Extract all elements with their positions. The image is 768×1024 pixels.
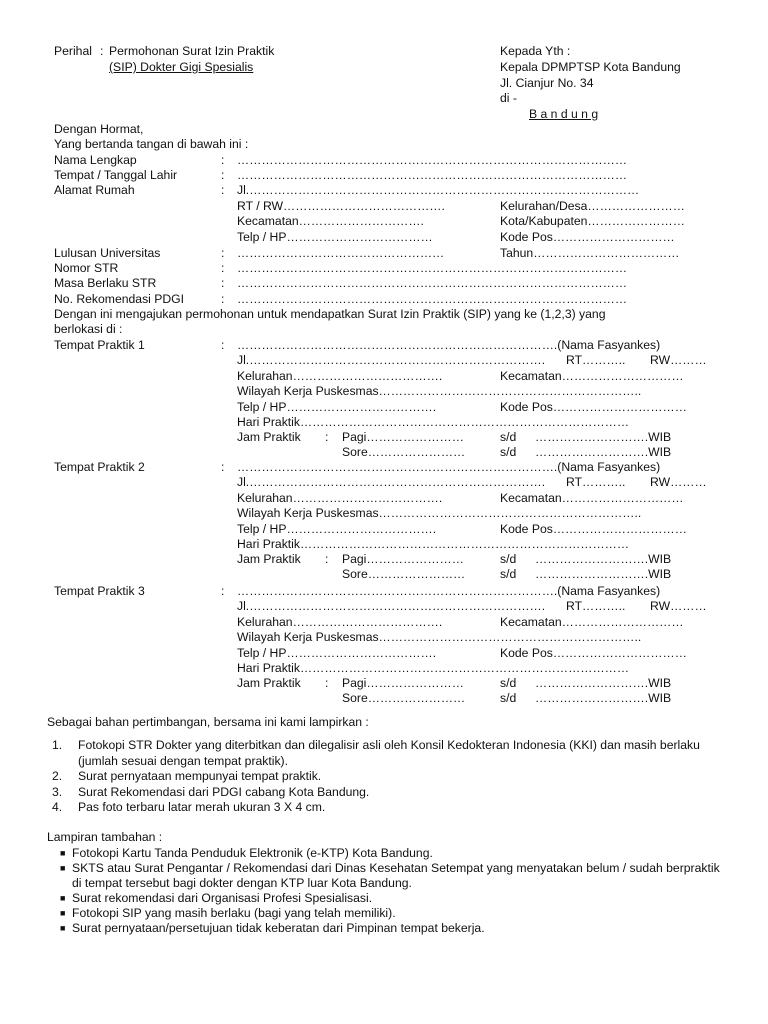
item-text: Fotokopi SIP yang masih berlaku (bagi yang telah memiliki). [72,906,396,920]
jam-label: Jam Praktik [237,430,301,444]
colon: : [221,168,225,182]
perihal-label: Perihal [54,44,92,58]
colon: : [325,552,329,566]
field-nama[interactable]: …………………………………………………………………………………… [237,153,627,167]
bullet-icon: ■ [60,908,66,918]
label-lulusan: Lulusan Universitas [54,246,161,260]
colon: : [221,292,225,306]
jam-label: Jam Praktik [237,552,301,566]
praktik-label: Tempat Praktik 1 [54,338,145,352]
colon: : [221,460,225,474]
field-wilayah[interactable]: Wilayah Kerja Puskesmas……………………………………………………….. [237,384,642,398]
item-number: 1. [52,738,63,752]
colon: : [325,676,329,690]
label-nama: Nama Lengkap [54,153,137,167]
field-jl[interactable]: Jl.………………………………………………………………. [237,475,546,489]
bullet-icon: ■ [60,848,66,858]
tambahan-list [52,846,732,936]
request-line2: berlokasi di : [54,322,123,336]
field-pagi-end[interactable]: ……………………….WIB [535,676,672,690]
field-alamat-jl[interactable]: Jl.…………………………………………………………………………………… [237,183,640,197]
field-pdgi[interactable]: …………………………………………………………………………………… [237,292,627,306]
field-rw[interactable]: RW……… [650,353,707,367]
item-number: 4. [52,800,63,814]
lampiran-intro: Sebagai bahan pertimbangan, bersama ini kami lampirkan : [47,715,369,729]
colon: : [221,276,225,290]
sd-label: s/d [500,430,517,444]
field-kecamatan[interactable]: Kecamatan…………………………. [237,214,424,228]
field-nama-fasyankes[interactable]: …………………………………………………………………….(Nama Fasyankes) [237,460,661,474]
field-kodepos[interactable]: Kode Pos………………………… [500,230,675,244]
jam-label: Jam Praktik [237,676,301,690]
field-pagi[interactable]: Pagi…………………… [342,552,464,566]
field-sore[interactable]: Sore…………………… [342,445,466,459]
field-wilayah[interactable]: Wilayah Kerja Puskesmas……………………………………………………….. [237,630,642,644]
field-hari[interactable]: Hari Praktik……………………………………………………………………… [237,661,630,675]
field-kota[interactable]: Kota/Kabupaten…………………… [500,214,685,228]
field-kodepos[interactable]: Kode Pos…………………………… [500,646,687,660]
tambahan-item [52,891,732,906]
item-text: Fotokopi Kartu Tanda Penduduk Elektronik (e-KTP) Kota Bandung. [72,846,433,860]
field-rw[interactable]: RW……… [650,599,707,613]
field-ttl[interactable]: …………………………………………………………………………………… [237,168,627,182]
field-telp[interactable]: Telp / HP………………………………. [237,646,437,660]
praktik-label: Tempat Praktik 3 [54,584,145,598]
lampiran-item [52,769,724,785]
field-sore-end[interactable]: ……………………….WIB [535,567,672,581]
colon: : [221,584,225,598]
item-number: 2. [52,769,63,783]
item-text: SKTS atau Surat Pengantar / Rekomendasi dari Dinas Kesehatan Setempat yang menyatakan belum / sudah berpraktik di tempat tersebut bagi dokter dengan KTP luar Kota Bandung. [72,861,720,890]
tambahan-item [52,861,732,891]
field-sore-end[interactable]: ……………………….WIB [535,445,672,459]
colon: : [221,338,225,352]
field-sore-end[interactable]: ……………………….WIB [535,691,672,705]
colon: : [221,153,225,167]
field-rw[interactable]: RW……… [650,475,707,489]
kepada-line2: Kepala DPMPTSP Kota Bandung [500,60,681,74]
field-kelurahan[interactable]: Kelurahan………………………………. [237,615,443,629]
colon: : [221,246,225,260]
field-telp[interactable]: Telp / HP……………………………… [237,230,433,244]
label-masa-str: Masa Berlaku STR [54,276,157,290]
field-wilayah[interactable]: Wilayah Kerja Puskesmas……………………………………………………….. [237,506,642,520]
field-kelurahan[interactable]: Kelurahan………………………………. [237,491,443,505]
item-text: Pas foto terbaru latar merah ukuran 3 X 4 cm. [78,800,326,814]
salam: Dengan Hormat, [54,122,144,136]
tambahan-item [52,906,732,921]
tambahan-title: Lampiran tambahan : [47,830,163,844]
sd-label: s/d [500,445,517,459]
kota-tujuan: B a n d u n g [529,107,599,121]
perihal-line2: (SIP) Dokter Gigi Spesialis [109,60,254,74]
field-kecamatan[interactable]: Kecamatan………………………… [500,615,684,629]
praktik-label: Tempat Praktik 2 [54,460,145,474]
field-kecamatan[interactable]: Kecamatan………………………… [500,491,684,505]
bullet-icon: ■ [60,923,66,933]
field-kelurahan[interactable]: Kelurahan/Desa…………………… [500,199,685,213]
item-text: Surat pernyataan/persetujuan tidak keberatan dari Pimpinan tempat bekerja. [72,921,485,935]
kepada-line3: Jl. Cianjur No. 34 [500,76,594,90]
field-rt-rw[interactable]: RT / RW…………………………………. [237,199,445,213]
item-text: Surat rekomendasi dari Organisasi Profesi Spesialisasi. [72,891,373,905]
sd-label: s/d [500,552,517,566]
field-sore[interactable]: Sore…………………… [342,691,466,705]
field-tahun[interactable]: Tahun……………………………… [500,246,680,260]
tambahan-item [52,846,732,861]
intro-line: Yang bertanda tangan di bawah ini : [54,137,249,151]
field-kodepos[interactable]: Kode Pos…………………………… [500,400,687,414]
perihal-colon: : [100,44,104,58]
field-nama-fasyankes[interactable]: …………………………………………………………………….(Nama Fasyankes) [237,338,661,352]
field-kelurahan[interactable]: Kelurahan………………………………. [237,369,443,383]
colon: : [221,183,225,197]
field-jl[interactable]: Jl.………………………………………………………………. [237,353,546,367]
tambahan-item [52,921,732,936]
lampiran-item [52,800,724,816]
sd-label: s/d [500,676,517,690]
field-telp[interactable]: Telp / HP………………………………. [237,522,437,536]
field-rt[interactable]: RT……….. [566,599,626,613]
item-text: Fotokopi STR Dokter yang diterbitkan dan dilegalisir asli oleh Konsil Kedokteran Indonesia (KKI) dan masih berlaku (jumlah sesuai dengan tempat praktik). [78,738,700,768]
field-rt[interactable]: RT……….. [566,475,626,489]
kepada-line1: Kepada Yth : [500,44,571,58]
sd-label: s/d [500,567,517,581]
field-lulusan[interactable]: …………………………………………… [237,246,445,260]
item-number: 3. [52,784,63,799]
item-text: Surat Rekomendasi dari PDGI cabang Kota Bandung. [78,784,370,799]
field-masa-str[interactable]: …………………………………………………………………………………… [237,276,627,290]
field-telp[interactable]: Telp / HP………………………………. [237,400,437,414]
colon: : [325,430,329,444]
field-jl[interactable]: Jl.………………………………………………………………. [237,599,546,613]
field-str[interactable]: …………………………………………………………………………………… [237,261,627,275]
label-ttl: Tempat / Tanggal Lahir [54,168,178,182]
field-kodepos[interactable]: Kode Pos…………………………… [500,522,687,536]
field-pagi[interactable]: Pagi…………………… [342,430,464,444]
field-hari[interactable]: Hari Praktik……………………………………………………………………… [237,537,630,551]
bullet-icon: ■ [60,893,66,903]
lampiran-item [52,738,724,769]
label-pdgi: No. Rekomendasi PDGI [54,292,185,306]
label-str: Nomor STR [54,261,119,275]
perihal-line1: Permohonan Surat Izin Praktik [109,44,275,58]
kepada-line4: di - [500,91,517,105]
field-rt[interactable]: RT……….. [566,353,626,367]
field-pagi-end[interactable]: ……………………….WIB [535,552,672,566]
sd-label: s/d [500,691,517,705]
field-pagi-end[interactable]: ……………………….WIB [535,430,672,444]
bullet-icon: ■ [60,863,66,873]
colon: : [221,261,225,275]
label-alamat: Alamat Rumah [54,183,135,197]
request-line1: Dengan ini mengajukan permohonan untuk mendapatkan Surat Izin Praktik (SIP) yang ke (1,2,3) yang [54,307,606,321]
field-nama-fasyankes[interactable]: …………………………………………………………………….(Nama Fasyankes) [237,584,661,598]
field-sore[interactable]: Sore…………………… [342,567,466,581]
field-kecamatan[interactable]: Kecamatan………………………… [500,369,684,383]
field-pagi[interactable]: Pagi…………………… [342,676,464,690]
field-hari[interactable]: Hari Praktik……………………………………………………………………… [237,415,630,429]
item-text: Surat pernyataan mempunyai tempat praktik. [78,769,322,783]
lampiran-list [52,738,724,816]
lampiran-item [52,785,724,801]
